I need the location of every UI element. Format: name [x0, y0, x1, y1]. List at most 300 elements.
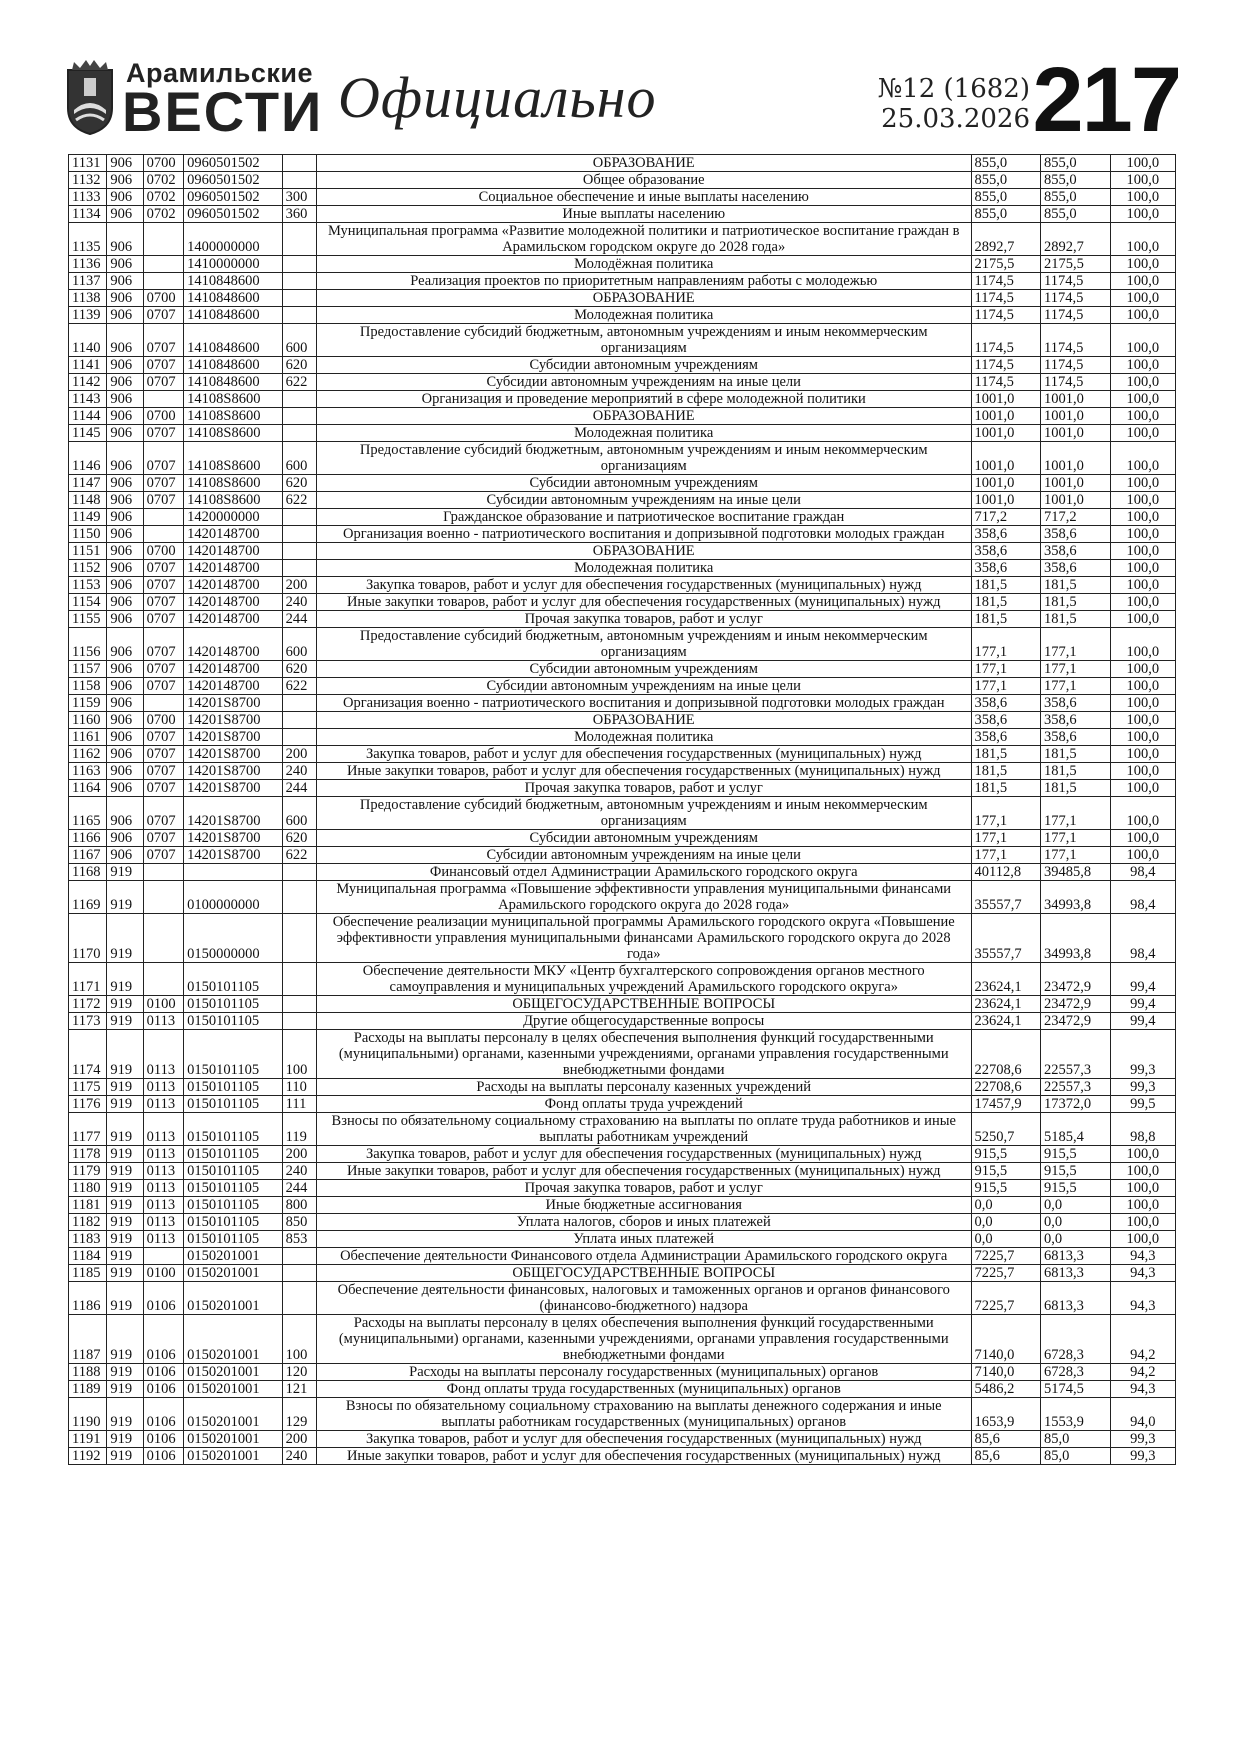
planned-amount: 2892,7: [971, 223, 1041, 256]
item-name: Иные закупки товаров, работ и услуг для обеспечения государственных (муниципальных) нужд: [316, 1163, 971, 1180]
row-number: 1157: [69, 661, 107, 678]
planned-amount: 358,6: [971, 526, 1041, 543]
executed-amount: 23472,9: [1041, 963, 1111, 996]
execution-percent: 100,0: [1110, 628, 1175, 661]
item-name: ОБЩЕГОСУДАРСТВЕННЫЕ ВОПРОСЫ: [316, 1265, 971, 1282]
table-row: [69, 881, 1176, 914]
item-name: ОБРАЗОВАНИЕ: [316, 290, 971, 307]
table-row: [69, 830, 1176, 847]
target-code: 0150101105: [184, 1079, 283, 1096]
planned-amount: 181,5: [971, 594, 1041, 611]
row-number: 1183: [69, 1231, 107, 1248]
admin-code: 919: [107, 1364, 143, 1381]
planned-amount: 177,1: [971, 847, 1041, 864]
row-number: 1133: [69, 189, 107, 206]
planned-amount: 1174,5: [971, 307, 1041, 324]
table-row: [69, 1265, 1176, 1282]
target-code: 0150101105: [184, 1013, 283, 1030]
executed-amount: 34993,8: [1041, 881, 1111, 914]
section-code: [143, 1248, 183, 1265]
admin-code: 906: [107, 442, 143, 475]
item-name: Обеспечение реализации муниципальной программы Арамильского городского округа «Повышение эффективности управления муниципальными финансами Арамильского городского округа до 2028 года»: [316, 914, 971, 963]
execution-percent: 100,0: [1110, 560, 1175, 577]
expense-type: 622: [282, 678, 316, 695]
item-name: Субсидии автономным учреждениям: [316, 830, 971, 847]
target-code: 0150201001: [184, 1398, 283, 1431]
item-name: Организация военно - патриотического воспитания и допризывной подготовки молодых граждан: [316, 695, 971, 712]
section-code: 0113: [143, 1013, 183, 1030]
item-name: Предоставление субсидий бюджетным, автономным учреждениям и иным некоммерческим организациям: [316, 797, 971, 830]
item-name: Гражданское образование и патриотическое воспитание граждан: [316, 509, 971, 526]
section-code: [143, 864, 183, 881]
row-number: 1167: [69, 847, 107, 864]
planned-amount: 358,6: [971, 729, 1041, 746]
item-name: ОБРАЗОВАНИЕ: [316, 155, 971, 172]
execution-percent: 100,0: [1110, 594, 1175, 611]
expense-type: [282, 509, 316, 526]
section-code: 0113: [143, 1113, 183, 1146]
planned-amount: 181,5: [971, 611, 1041, 628]
table-row: [69, 661, 1176, 678]
row-number: 1154: [69, 594, 107, 611]
admin-code: 906: [107, 155, 143, 172]
section-code: 0707: [143, 661, 183, 678]
executed-amount: 5174,5: [1041, 1381, 1111, 1398]
admin-code: 919: [107, 1398, 143, 1431]
section-code: 0106: [143, 1431, 183, 1448]
target-code: 1420148700: [184, 526, 283, 543]
target-code: 0960501502: [184, 155, 283, 172]
expense-type: 622: [282, 847, 316, 864]
row-number: 1170: [69, 914, 107, 963]
item-name: Муниципальная программа «Повышение эффективности управления муниципальными финансами Арамильского городского округа до 2028 года»: [316, 881, 971, 914]
target-code: 0960501502: [184, 172, 283, 189]
row-number: 1173: [69, 1013, 107, 1030]
table-row: [69, 425, 1176, 442]
section-code: 0707: [143, 324, 183, 357]
target-code: 1400000000: [184, 223, 283, 256]
planned-amount: 7140,0: [971, 1315, 1041, 1364]
row-number: 1174: [69, 1030, 107, 1079]
row-number: 1156: [69, 628, 107, 661]
executed-amount: 1553,9: [1041, 1398, 1111, 1431]
expense-type: 622: [282, 374, 316, 391]
section-code: 0113: [143, 1079, 183, 1096]
item-name: Предоставление субсидий бюджетным, автономным учреждениям и иным некоммерческим организациям: [316, 628, 971, 661]
target-code: 14201S8700: [184, 780, 283, 797]
executed-amount: 358,6: [1041, 729, 1111, 746]
planned-amount: 915,5: [971, 1163, 1041, 1180]
budget-table: [68, 154, 1176, 1465]
admin-code: 906: [107, 223, 143, 256]
admin-code: 906: [107, 357, 143, 374]
execution-percent: 94,3: [1110, 1248, 1175, 1265]
target-code: 0150101105: [184, 1231, 283, 1248]
row-number: 1163: [69, 763, 107, 780]
target-code: 1420148700: [184, 611, 283, 628]
executed-amount: 23472,9: [1041, 996, 1111, 1013]
target-code: 1410848600: [184, 357, 283, 374]
table-row: [69, 223, 1176, 256]
section-code: [143, 526, 183, 543]
expense-type: 360: [282, 206, 316, 223]
executed-amount: 1001,0: [1041, 442, 1111, 475]
issue-number: №12 (1682): [877, 74, 1030, 104]
item-name: Иные закупки товаров, работ и услуг для обеспечения государственных (муниципальных) нужд: [316, 594, 971, 611]
execution-percent: 100,0: [1110, 1231, 1175, 1248]
row-number: 1188: [69, 1364, 107, 1381]
table-row: [69, 1197, 1176, 1214]
executed-amount: 6728,3: [1041, 1364, 1111, 1381]
section-code: 0707: [143, 678, 183, 695]
admin-code: 906: [107, 172, 143, 189]
row-number: 1146: [69, 442, 107, 475]
budget-table-body: [69, 155, 1176, 1465]
expense-type: 121: [282, 1381, 316, 1398]
target-code: 1420148700: [184, 661, 283, 678]
item-name: Обеспечение деятельности Финансового отдела Администрации Арамильского городского округа: [316, 1248, 971, 1265]
row-number: 1145: [69, 425, 107, 442]
section-code: 0707: [143, 475, 183, 492]
admin-code: 906: [107, 509, 143, 526]
expense-type: 119: [282, 1113, 316, 1146]
execution-percent: 100,0: [1110, 526, 1175, 543]
target-code: 0150201001: [184, 1381, 283, 1398]
row-number: 1136: [69, 256, 107, 273]
expense-type: [282, 223, 316, 256]
table-row: [69, 1248, 1176, 1265]
item-name: Уплата налогов, сборов и иных платежей: [316, 1214, 971, 1231]
table-row: [69, 746, 1176, 763]
item-name: Фонд оплаты труда государственных (муниципальных) органов: [316, 1381, 971, 1398]
table-row: [69, 1030, 1176, 1079]
section-code: 0100: [143, 996, 183, 1013]
item-name: Обеспечение деятельности МКУ «Центр бухгалтерского сопровождения органов местного самоуправления и муниципальных учреждений Арамильского городского округа»: [316, 963, 971, 996]
planned-amount: 717,2: [971, 509, 1041, 526]
item-name: Иные бюджетные ассигнования: [316, 1197, 971, 1214]
execution-percent: 100,0: [1110, 256, 1175, 273]
admin-code: 906: [107, 847, 143, 864]
row-number: 1139: [69, 307, 107, 324]
execution-percent: 100,0: [1110, 678, 1175, 695]
item-name: Иные закупки товаров, работ и услуг для обеспечения государственных (муниципальных) нужд: [316, 763, 971, 780]
planned-amount: 22708,6: [971, 1079, 1041, 1096]
row-number: 1192: [69, 1448, 107, 1465]
item-name: Субсидии автономным учреждениям: [316, 357, 971, 374]
executed-amount: 855,0: [1041, 189, 1111, 206]
expense-type: [282, 1013, 316, 1030]
expense-type: 600: [282, 628, 316, 661]
executed-amount: 1001,0: [1041, 408, 1111, 425]
section-code: 0707: [143, 492, 183, 509]
section-code: [143, 963, 183, 996]
table-row: [69, 1282, 1176, 1315]
expense-type: 600: [282, 324, 316, 357]
item-name: Закупка товаров, работ и услуг для обеспечения государственных (муниципальных) нужд: [316, 1146, 971, 1163]
table-row: [69, 357, 1176, 374]
executed-amount: 1001,0: [1041, 425, 1111, 442]
expense-type: [282, 290, 316, 307]
executed-amount: 39485,8: [1041, 864, 1111, 881]
execution-percent: 100,0: [1110, 1214, 1175, 1231]
admin-code: 919: [107, 881, 143, 914]
table-row: [69, 797, 1176, 830]
planned-amount: 1174,5: [971, 273, 1041, 290]
row-number: 1142: [69, 374, 107, 391]
table-row: [69, 864, 1176, 881]
target-code: 0150000000: [184, 914, 283, 963]
admin-code: 906: [107, 290, 143, 307]
table-row: [69, 1180, 1176, 1197]
execution-percent: 100,0: [1110, 830, 1175, 847]
section-code: 0707: [143, 780, 183, 797]
table-row: [69, 780, 1176, 797]
row-number: 1137: [69, 273, 107, 290]
planned-amount: 1001,0: [971, 442, 1041, 475]
executed-amount: 181,5: [1041, 611, 1111, 628]
row-number: 1159: [69, 695, 107, 712]
table-row: [69, 543, 1176, 560]
execution-percent: 98,4: [1110, 881, 1175, 914]
execution-percent: 99,3: [1110, 1079, 1175, 1096]
section-code: 0700: [143, 712, 183, 729]
row-number: 1141: [69, 357, 107, 374]
planned-amount: 181,5: [971, 577, 1041, 594]
admin-code: 919: [107, 1013, 143, 1030]
planned-amount: 5486,2: [971, 1381, 1041, 1398]
table-row: [69, 594, 1176, 611]
admin-code: 906: [107, 324, 143, 357]
admin-code: 906: [107, 425, 143, 442]
table-row: [69, 996, 1176, 1013]
section-code: 0113: [143, 1180, 183, 1197]
planned-amount: 358,6: [971, 712, 1041, 729]
target-code: 0150101105: [184, 963, 283, 996]
row-number: 1185: [69, 1265, 107, 1282]
table-row: [69, 206, 1176, 223]
expense-type: 620: [282, 357, 316, 374]
section-title: Официально: [338, 65, 657, 130]
planned-amount: 181,5: [971, 780, 1041, 797]
table-row: [69, 374, 1176, 391]
expense-type: 600: [282, 442, 316, 475]
item-name: Субсидии автономным учреждениям: [316, 475, 971, 492]
section-code: 0707: [143, 729, 183, 746]
target-code: 14201S8700: [184, 797, 283, 830]
planned-amount: 855,0: [971, 206, 1041, 223]
execution-percent: 100,0: [1110, 577, 1175, 594]
expense-type: [282, 155, 316, 172]
executed-amount: 1174,5: [1041, 290, 1111, 307]
admin-code: 919: [107, 1265, 143, 1282]
target-code: 0150101105: [184, 1163, 283, 1180]
admin-code: 919: [107, 996, 143, 1013]
item-name: ОБРАЗОВАНИЕ: [316, 543, 971, 560]
target-code: 1410848600: [184, 273, 283, 290]
executed-amount: 717,2: [1041, 509, 1111, 526]
planned-amount: 1001,0: [971, 391, 1041, 408]
target-code: 0150201001: [184, 1448, 283, 1465]
table-row: [69, 1013, 1176, 1030]
expense-type: 244: [282, 1180, 316, 1197]
target-code: 0100000000: [184, 881, 283, 914]
executed-amount: 358,6: [1041, 526, 1111, 543]
expense-type: [282, 1265, 316, 1282]
execution-percent: 98,8: [1110, 1113, 1175, 1146]
execution-percent: 94,3: [1110, 1381, 1175, 1398]
target-code: 1420000000: [184, 509, 283, 526]
section-code: [143, 256, 183, 273]
target-code: 1410000000: [184, 256, 283, 273]
target-code: 1410848600: [184, 374, 283, 391]
execution-percent: 99,4: [1110, 1013, 1175, 1030]
table-row: [69, 273, 1176, 290]
execution-percent: 100,0: [1110, 1197, 1175, 1214]
row-number: 1158: [69, 678, 107, 695]
section-code: 0106: [143, 1381, 183, 1398]
expense-type: 129: [282, 1398, 316, 1431]
expense-type: 240: [282, 1163, 316, 1180]
execution-percent: 100,0: [1110, 374, 1175, 391]
executed-amount: 1001,0: [1041, 475, 1111, 492]
execution-percent: 100,0: [1110, 206, 1175, 223]
city-emblem-icon: [64, 58, 116, 136]
expense-type: [282, 881, 316, 914]
execution-percent: 100,0: [1110, 357, 1175, 374]
row-number: 1164: [69, 780, 107, 797]
issue-info: [878, 74, 1030, 134]
target-code: 0150101105: [184, 1197, 283, 1214]
section-code: 0707: [143, 847, 183, 864]
row-number: 1160: [69, 712, 107, 729]
target-code: 14201S8700: [184, 746, 283, 763]
executed-amount: 177,1: [1041, 797, 1111, 830]
admin-code: 919: [107, 1248, 143, 1265]
admin-code: 906: [107, 543, 143, 560]
expense-type: [282, 526, 316, 543]
planned-amount: 1001,0: [971, 492, 1041, 509]
section-code: 0106: [143, 1448, 183, 1465]
planned-amount: 1001,0: [971, 408, 1041, 425]
item-name: Закупка товаров, работ и услуг для обеспечения государственных (муниципальных) нужд: [316, 577, 971, 594]
item-name: Муниципальная программа «Развитие молодежной политики и патриотическое воспитание граждан в Арамильском городском округе до 2028 года»: [316, 223, 971, 256]
admin-code: 906: [107, 189, 143, 206]
section-code: 0700: [143, 155, 183, 172]
item-name: Субсидии автономным учреждениям на иные цели: [316, 374, 971, 391]
executed-amount: 1174,5: [1041, 307, 1111, 324]
executed-amount: 1174,5: [1041, 357, 1111, 374]
executed-amount: 6813,3: [1041, 1282, 1111, 1315]
row-number: 1135: [69, 223, 107, 256]
execution-percent: 100,0: [1110, 763, 1175, 780]
execution-percent: 100,0: [1110, 475, 1175, 492]
section-code: 0707: [143, 577, 183, 594]
expense-type: 120: [282, 1364, 316, 1381]
expense-type: [282, 729, 316, 746]
table-row: [69, 695, 1176, 712]
planned-amount: 17457,9: [971, 1096, 1041, 1113]
executed-amount: 358,6: [1041, 695, 1111, 712]
executed-amount: 34993,8: [1041, 914, 1111, 963]
item-name: Прочая закупка товаров, работ и услуг: [316, 1180, 971, 1197]
executed-amount: 6813,3: [1041, 1265, 1111, 1282]
section-code: [143, 881, 183, 914]
table-row: [69, 1381, 1176, 1398]
section-code: [143, 914, 183, 963]
section-code: 0707: [143, 611, 183, 628]
table-row: [69, 391, 1176, 408]
row-number: 1149: [69, 509, 107, 526]
executed-amount: 915,5: [1041, 1180, 1111, 1197]
target-code: 0150101105: [184, 1214, 283, 1231]
execution-percent: 100,0: [1110, 746, 1175, 763]
admin-code: 919: [107, 1282, 143, 1315]
table-row: [69, 1079, 1176, 1096]
planned-amount: 177,1: [971, 628, 1041, 661]
planned-amount: 7140,0: [971, 1364, 1041, 1381]
section-code: 0113: [143, 1030, 183, 1079]
row-number: 1155: [69, 611, 107, 628]
target-code: 14201S8700: [184, 712, 283, 729]
admin-code: 906: [107, 256, 143, 273]
executed-amount: 181,5: [1041, 780, 1111, 797]
planned-amount: 85,6: [971, 1431, 1041, 1448]
planned-amount: 40112,8: [971, 864, 1041, 881]
section-code: 0707: [143, 628, 183, 661]
execution-percent: 100,0: [1110, 712, 1175, 729]
page-header: [64, 49, 1180, 151]
admin-code: 906: [107, 307, 143, 324]
row-number: 1182: [69, 1214, 107, 1231]
table-row: [69, 611, 1176, 628]
target-code: 14201S8700: [184, 729, 283, 746]
table-row: [69, 307, 1176, 324]
expense-type: [282, 963, 316, 996]
admin-code: 906: [107, 830, 143, 847]
planned-amount: 0,0: [971, 1214, 1041, 1231]
row-number: 1162: [69, 746, 107, 763]
target-code: 1410848600: [184, 307, 283, 324]
table-row: [69, 628, 1176, 661]
section-code: [143, 391, 183, 408]
admin-code: 906: [107, 611, 143, 628]
planned-amount: 7225,7: [971, 1282, 1041, 1315]
admin-code: 906: [107, 797, 143, 830]
admin-code: 906: [107, 594, 143, 611]
section-code: [143, 695, 183, 712]
executed-amount: 2892,7: [1041, 223, 1111, 256]
expense-type: [282, 256, 316, 273]
expense-type: 244: [282, 611, 316, 628]
table-row: [69, 155, 1176, 172]
section-code: 0113: [143, 1163, 183, 1180]
execution-percent: 100,0: [1110, 442, 1175, 475]
row-number: 1180: [69, 1180, 107, 1197]
target-code: [184, 864, 283, 881]
item-name: Расходы на выплаты персоналу в целях обеспечения выполнения функций государственными (муниципальными) органами, казенными учреждениями, органами управления государственными внебюджетными фондами: [316, 1030, 971, 1079]
target-code: 0150201001: [184, 1364, 283, 1381]
row-number: 1189: [69, 1381, 107, 1398]
planned-amount: 23624,1: [971, 996, 1041, 1013]
item-name: Расходы на выплаты персоналу в целях обеспечения выполнения функций государственными (муниципальными) органами, казенными учреждениями, органами управления государственными внебюджетными фондами: [316, 1315, 971, 1364]
expense-type: 200: [282, 1146, 316, 1163]
executed-amount: 17372,0: [1041, 1096, 1111, 1113]
item-name: Организация и проведение мероприятий в сфере молодежной политики: [316, 391, 971, 408]
row-number: 1140: [69, 324, 107, 357]
execution-percent: 99,4: [1110, 963, 1175, 996]
item-name: Молодежная политика: [316, 425, 971, 442]
table-row: [69, 172, 1176, 189]
